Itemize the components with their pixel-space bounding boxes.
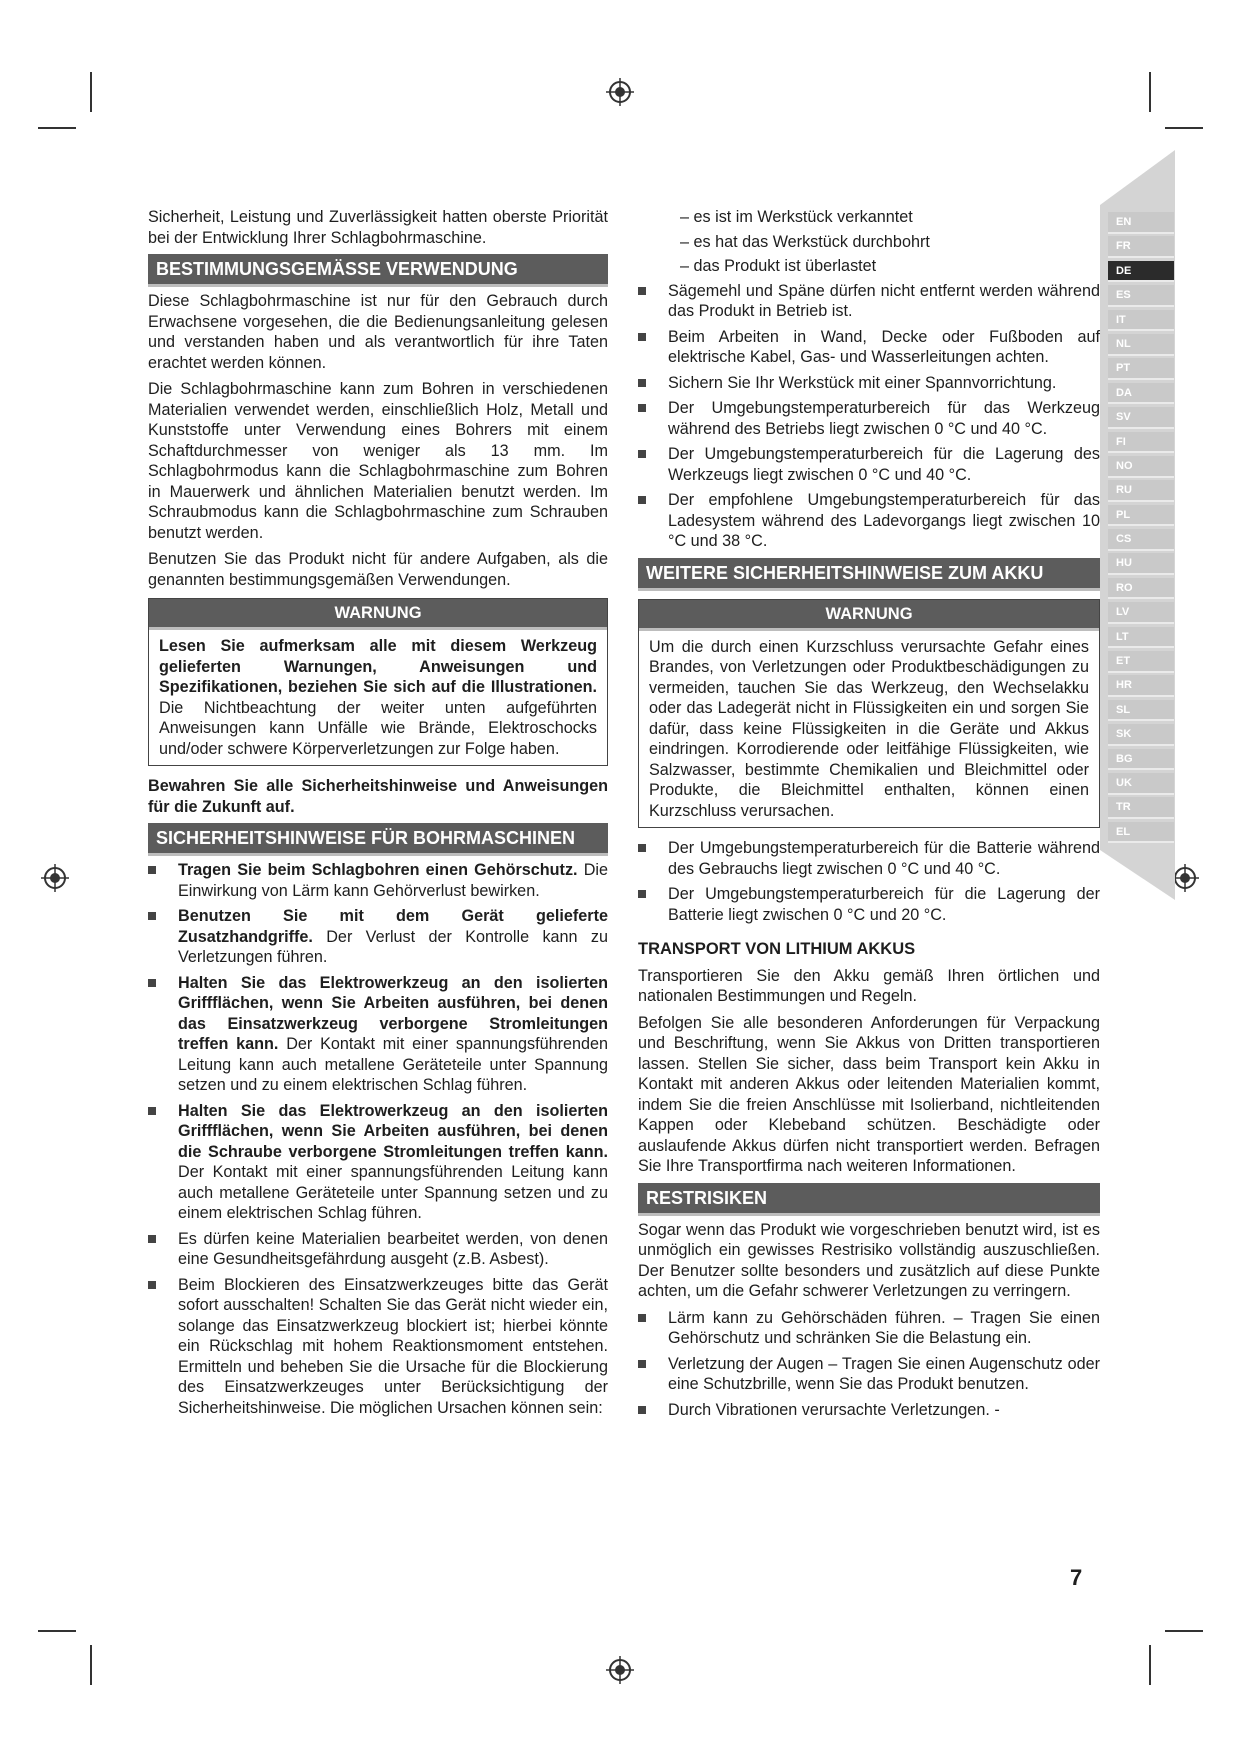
intro-text: Sicherheit, Leistung und Zuverlässigkeit hatten oberste Priorität bei der Entwicklung Ihrer Schlagbohrmaschine. bbox=[148, 208, 608, 247]
language-tab-bg: BG bbox=[1108, 749, 1174, 771]
list-item bbox=[148, 906, 608, 968]
list-item-text: Der Kontakt mit einer spannungsführenden Leitung kann auch metallene Geräteteile unter Spannung setzen und zu einem elektrischen Schlag führen. bbox=[178, 1035, 608, 1094]
crop-mark bbox=[90, 1645, 92, 1685]
list-item: Der Umgebungstemperaturbereich für die Batterie während des Gebrauchs liegt zwischen 0 °C und 40 °C. bbox=[638, 838, 1100, 879]
warning-title: WARNUNG bbox=[639, 600, 1099, 631]
language-tab-el: EL bbox=[1108, 822, 1174, 844]
warning-title: WARNUNG bbox=[149, 599, 607, 630]
registration-mark-icon bbox=[40, 863, 70, 893]
warning-text bbox=[149, 630, 607, 765]
list-item bbox=[148, 1101, 608, 1224]
language-tab-tr: TR bbox=[1108, 797, 1174, 819]
registration-mark-icon bbox=[605, 77, 635, 107]
list-item-bold: Benutzen Sie mit dem Gerät gelieferte Zusatzhandgriffe. bbox=[178, 907, 608, 946]
crop-mark bbox=[38, 1630, 76, 1632]
cause-item: – es ist im Werkstück verkanntet bbox=[680, 208, 913, 226]
crop-mark bbox=[1149, 1645, 1151, 1685]
list-item: Lärm kann zu Gehörschäden führen. – Tragen Sie einen Gehörschutz und schränken Sie die Belastung ein. bbox=[638, 1308, 1100, 1349]
crop-mark bbox=[1165, 127, 1203, 129]
transport-heading: TRANSPORT VON LITHIUM AKKUS bbox=[638, 940, 916, 958]
list-item-bold: Halten Sie das Elektrowerkzeug an den isolierten Griffflächen, wenn Sie Arbeiten ausführen, bei denen das Einsatzwerkzeug verborgene Stromleitungen treffen kann. bbox=[178, 973, 608, 1053]
list-item bbox=[148, 860, 608, 901]
crop-mark bbox=[38, 127, 76, 129]
list-item: Beim Arbeiten in Wand, Decke oder Fußboden auf elektrische Kabel, Gas- und Wasserleitungen achten. bbox=[638, 327, 1100, 368]
page-number: 7 bbox=[1070, 1565, 1083, 1590]
usage-paragraph: Benutzen Sie das Produkt nicht für andere Aufgaben, als die genannten bestimmungsgemäßen Verwendungen. bbox=[148, 550, 608, 589]
list-item: Der Umgebungstemperaturbereich für die Lagerung des Werkzeugs liegt zwischen 0 °C und 40 °C. bbox=[638, 444, 1100, 485]
language-tab-nl: NL bbox=[1108, 334, 1174, 356]
language-tab-da: DA bbox=[1108, 383, 1174, 405]
list-item: Verletzung der Augen – Tragen Sie einen Augenschutz oder eine Schutzbrille, wenn Sie das Produkt benutzen. bbox=[638, 1354, 1100, 1395]
keep-instructions: Bewahren Sie alle Sicherheitshinweise und Anweisungen für die Zukunft auf. bbox=[148, 777, 608, 816]
language-tab-ro: RO bbox=[1108, 578, 1174, 600]
cause-list bbox=[638, 207, 1100, 277]
language-tab-it: IT bbox=[1108, 310, 1174, 332]
usage-paragraph: Diese Schlagbohrmaschine ist nur für den Gebrauch durch Erwachsene vorgesehen, die die Bedienungsanleitung gelesen und verstanden haben und als verantwortlich für ihre Taten erachtet werden können. bbox=[148, 292, 608, 372]
list-item: Der empfohlene Umgebungstemperaturbereich für das Ladesystem während des Ladevorgangs liegt zwischen 10 °C und 38 °C. bbox=[638, 490, 1100, 552]
list-item-text: Beim Blockieren des Einsatzwerkzeuges bitte das Gerät sofort ausschalten! Schalten Sie das Gerät nicht wieder ein, solange das Einsatzwerkzeug blockiert ist; hierbei könnte ein Rückschlag mit hohem Reaktionsmoment entstehen. Ermitteln und beheben Sie die Ursache für die Blockierung des Einsatzwerkzeuges unter Berücksichtigung der Sicherheitshinweise. Die möglichen Ursachen können sein: bbox=[178, 1275, 608, 1417]
language-tab-cs: CS bbox=[1108, 529, 1174, 551]
transport-paragraph: Transportieren Sie den Akku gemäß Ihren örtlichen und nationalen Bestimmungen und Regeln. bbox=[638, 966, 1100, 1005]
language-tab-en: EN bbox=[1108, 212, 1174, 234]
risks-paragraph: Sogar wenn das Produkt wie vorgeschrieben benutzt wird, ist es unmöglich ein gewisses Restrisiko vollständig auszuschließen. Der Benutzer sollte besonders und zusätzlich auf diese Punkte achten, um die Gefahr schwerer Verletzungen zu verringern. bbox=[638, 1220, 1100, 1300]
list-item-text: Die Einwirkung von Lärm kann Gehörverlust bewirken. bbox=[178, 861, 608, 900]
language-tab-hu: HU bbox=[1108, 553, 1174, 575]
section-heading-drill-safety: SICHERHEITSHINWEISE FÜR BOHRMASCHINEN bbox=[148, 823, 608, 856]
language-tab-de: DE bbox=[1108, 261, 1174, 283]
cause-item: – das Produkt ist überlastet bbox=[680, 257, 877, 275]
language-tab-sv: SV bbox=[1108, 407, 1174, 429]
language-tab-pl: PL bbox=[1108, 505, 1174, 527]
section-heading-risks: RESTRISIKEN bbox=[638, 1183, 1100, 1216]
warning-box bbox=[148, 598, 608, 766]
risk-list bbox=[638, 1308, 1100, 1421]
language-tab-fi: FI bbox=[1108, 432, 1174, 454]
language-tab-no: NO bbox=[1108, 456, 1174, 478]
list-item-text: Der Verlust der Kontrolle kann zu Verletzungen führen. bbox=[178, 927, 608, 966]
list-item bbox=[148, 1275, 608, 1419]
language-tab-ru: RU bbox=[1108, 480, 1174, 502]
registration-mark-icon bbox=[605, 1655, 635, 1685]
language-tab-es: ES bbox=[1108, 285, 1174, 307]
battery-list bbox=[638, 838, 1100, 925]
warning-box-battery bbox=[638, 599, 1100, 829]
warning-rest: Die Nichtbeachtung der weiter unten aufgeführten Anweisungen kann Unfälle wie Brände, Elektroschocks und/oder schwere Körperverletzungen zur Folge haben. bbox=[159, 698, 597, 758]
list-item-bold: Tragen Sie beim Schlagbohren einen Gehörschutz. bbox=[178, 861, 578, 879]
list-item-text: Der Kontakt mit einer spannungsführenden Leitung kann auch metallene Geräteteile unter Spannung setzen und zu einem elektrischen Schlag führen. bbox=[178, 1163, 608, 1222]
right-safety-list bbox=[638, 281, 1100, 552]
language-tab-fr: FR bbox=[1108, 236, 1174, 258]
language-tab-sk: SK bbox=[1108, 724, 1174, 746]
usage-paragraph: Die Schlagbohrmaschine kann zum Bohren in verschiedenen Materialien verwendet werden, einschließlich Holz, Metall und Kunststoffe unter Verwendung eines Bohrers mit einem Schaftdurchmesser von weniger als 13 mm. Im Schlagbohrmodus kann die Schlagbohrmaschine zum Bohren in Mauerwerk und ähnlichen Materialien benutzt werden. Im Schraubmodus kann die Schlagbohrmaschine zum Schrauben benutzt werden. bbox=[148, 380, 608, 542]
language-tabs bbox=[1108, 212, 1174, 846]
language-tab-hr: HR bbox=[1108, 675, 1174, 697]
section-heading-battery: WEITERE SICHERHEITSHINWEISE ZUM AKKU bbox=[638, 558, 1100, 591]
cause-item: – es hat das Werkstück durchbohrt bbox=[680, 232, 930, 251]
warning-text: Um die durch einen Kurzschluss verursachte Gefahr eines Brandes, von Verletzungen oder Produktbeschädigungen zu vermeiden, tauchen Sie das Werkzeug, den Wechselakku oder das Ladegerät nicht in Flüssigkeiten ein und sorgen Sie dafür, dass keine Flüssigkeiten in die Geräte und Akkus eindringen. Korrodierende oder leitfähige Flüssigkeiten, wie Salzwasser, bestimmte Chemikalien und Bleichmittel oder Produkte, die Bleichmittel enthalten, können einen Kurzschluss verursachen. bbox=[649, 637, 1089, 820]
list-item: Sichern Sie Ihr Werkstück mit einer Spannvorrichtung. bbox=[638, 373, 1100, 394]
language-tab-lv: LV bbox=[1108, 602, 1174, 624]
language-tab-et: ET bbox=[1108, 651, 1174, 673]
left-column bbox=[148, 207, 608, 1424]
list-item: Der Umgebungstemperaturbereich für die Lagerung der Batterie liegt zwischen 0 °C und 20 °C. bbox=[638, 884, 1100, 925]
drill-safety-list bbox=[148, 860, 608, 1418]
warning-bold: Lesen Sie aufmerksam alle mit diesem Werkzeug gelieferten Warnungen, Anweisungen und Spezifikationen, beziehen Sie sich auf die Illustrationen. bbox=[159, 637, 597, 696]
right-column bbox=[638, 207, 1100, 1426]
crop-mark bbox=[90, 72, 92, 112]
list-item: Der Umgebungstemperaturbereich für das Werkzeug während des Betriebs liegt zwischen 0 °C und 40 °C. bbox=[638, 398, 1100, 439]
language-tab-lt: LT bbox=[1108, 627, 1174, 649]
crop-mark bbox=[1165, 1630, 1203, 1632]
list-item bbox=[148, 973, 608, 1096]
list-item: Durch Vibrationen verursachte Verletzungen. - bbox=[638, 1400, 1100, 1421]
list-item: Sägemehl und Späne dürfen nicht entfernt werden während das Produkt in Betrieb ist. bbox=[638, 281, 1100, 322]
language-tab-pt: PT bbox=[1108, 358, 1174, 380]
transport-paragraph: Befolgen Sie alle besonderen Anforderungen für Verpackung und Beschriftung, wenn Sie Akkus von Dritten transportieren lassen. Stellen Sie sicher, dass beim Transport kein Akku in Kontakt mit anderen Akkus oder leitenden Materialien kommt, indem Sie die freien Anschlüsse mit Isolierband, nichtleitenden Kappen oder Klebeband schützen. Beschädigte oder auslaufende Akkus dürfen nicht transportiert werden. Befragen Sie Ihre Transportfirma nach weiteren Informationen. bbox=[638, 1013, 1100, 1175]
language-tab-sl: SL bbox=[1108, 700, 1174, 722]
section-heading-usage: BESTIMMUNGSGEMÄSSE VERWENDUNG bbox=[148, 254, 608, 287]
list-item-text: Es dürfen keine Materialien bearbeitet werden, von denen eine Gesundheitsgefährdung ausgeht (z.B. Asbest). bbox=[178, 1229, 608, 1268]
crop-mark bbox=[1149, 72, 1151, 112]
list-item-bold: Halten Sie das Elektrowerkzeug an den isolierten Griffflächen, wenn Sie Arbeiten ausführen, bei denen die Schraube verborgene Stromleitungen treffen kann. bbox=[178, 1101, 608, 1161]
language-tab-uk: UK bbox=[1108, 773, 1174, 795]
list-item bbox=[148, 1229, 608, 1270]
